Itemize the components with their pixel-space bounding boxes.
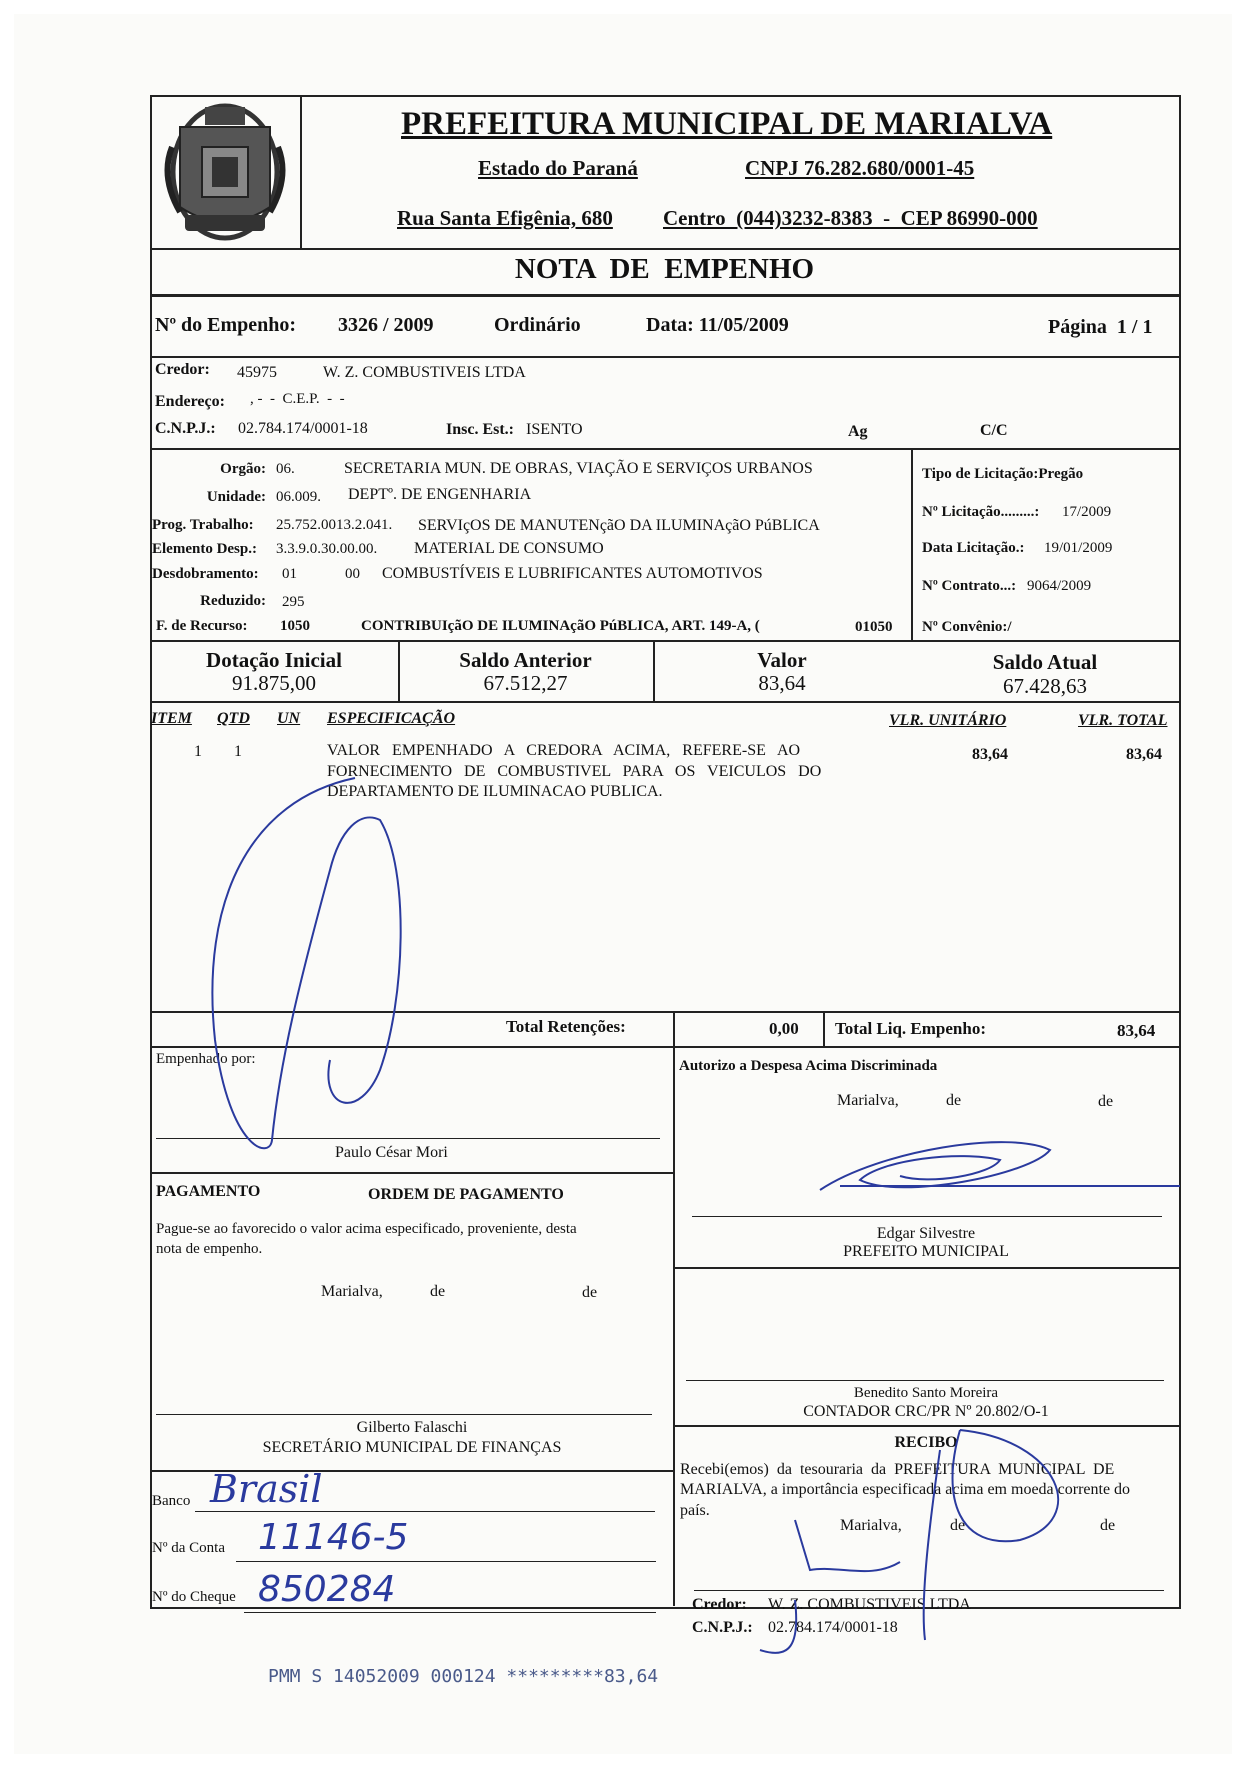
conta-corrente-label: C/C xyxy=(980,422,1008,439)
liq-label: Total Liq. Empenho: xyxy=(835,1019,986,1038)
payment-stamp: PMM S 14052009 000124 *********83,64 xyxy=(268,1666,659,1687)
elemento-code: 3.3.9.0.30.00.00. xyxy=(276,541,378,557)
licitacao-number-label: Nº Licitação.........: xyxy=(922,504,1040,520)
autorizo-label: Autorizo a Despesa Acima Discriminada xyxy=(679,1058,938,1074)
item-number: 1 xyxy=(194,743,202,760)
pagamento-text2: nota de empenho. xyxy=(156,1241,263,1257)
desdobramento-a: 01 xyxy=(282,566,297,582)
desdobramento-label: Desdobramento: xyxy=(152,566,259,582)
reduzido-value: 295 xyxy=(282,594,305,610)
pagamento-place: Marialva, xyxy=(321,1283,383,1300)
col-vlr-unitario: VLR. UNITÁRIO xyxy=(889,712,1007,729)
pagamento-text1: Pague-se ao favorecido o valor acima especificado, proveniente, desta xyxy=(156,1221,577,1237)
pagamento-de1: de xyxy=(430,1283,446,1300)
dotacao-label: Dotação Inicial xyxy=(206,648,342,672)
col-qtd: QTD xyxy=(217,710,250,727)
cnpj-label: C.N.P.J.: xyxy=(155,420,216,437)
recibo-de1: de xyxy=(950,1517,966,1534)
credor-code: 45975 xyxy=(237,364,277,381)
header-state: Estado do Paraná xyxy=(478,156,638,180)
dotacao-value: 91.875,00 xyxy=(232,671,316,695)
valor-label: Valor xyxy=(757,648,807,672)
recibo-text2: MARIALVA, a importância especificada acima em moeda corrente do xyxy=(680,1481,1131,1498)
contador-cargo: CONTADOR CRC/PR Nº 20.802/O-1 xyxy=(803,1403,1049,1420)
convenio: Nº Convênio:/ xyxy=(922,619,1012,635)
col-item: ITEM xyxy=(151,710,192,727)
col-un: UN xyxy=(277,710,301,727)
orgao-desc: SECRETARIA MUN. DE OBRAS, VIAÇÃO E SERVIÇOS URBANOS xyxy=(344,460,813,477)
conta-label: Nº da Conta xyxy=(152,1540,225,1556)
recibo-label: RECIBO xyxy=(894,1434,958,1451)
recurso-value: 1050 xyxy=(280,618,310,634)
contador-nome: Benedito Santo Moreira xyxy=(853,1385,999,1401)
autorizo-place: Marialva, xyxy=(837,1092,899,1109)
header-cnpj: CNPJ 76.282.680/0001-45 xyxy=(745,156,975,180)
col-vlr-total: VLR. TOTAL xyxy=(1078,712,1168,729)
secretario-nome: Gilberto Falaschi xyxy=(356,1419,468,1436)
recurso-label: F. de Recurso: xyxy=(156,618,248,634)
ordem-pagamento-label: ORDEM DE PAGAMENTO xyxy=(368,1186,564,1203)
desdobramento-b: 00 xyxy=(345,566,360,582)
cheque-label: Nº do Cheque xyxy=(152,1589,236,1605)
page-number: Página 1 / 1 xyxy=(1048,316,1153,338)
saldo-anterior-value: 67.512,27 xyxy=(483,671,568,695)
pagamento-label: PAGAMENTO xyxy=(156,1183,261,1200)
empenho-type: Ordinário xyxy=(494,314,581,336)
recibo-place: Marialva, xyxy=(840,1517,902,1534)
prog-trabalho-label: Prog. Trabalho: xyxy=(152,517,254,533)
unidade-code: 06.009. xyxy=(276,489,321,505)
licitacao-date-label: Data Licitação.: xyxy=(922,540,1025,556)
recurso-desc: CONTRIBUIçãO DE ILUMINAçãO PúBLICA, ART. 149-A, ( xyxy=(361,618,760,634)
credor-cnpj: 02.784.174/0001-18 xyxy=(238,420,368,437)
pagamento-de2: de xyxy=(582,1284,598,1301)
credor-name: W. Z. COMBUSTIVEIS LTDA xyxy=(323,364,526,381)
credor-label: Credor: xyxy=(155,361,210,378)
orgao-label: Orgão: xyxy=(220,461,266,477)
reduzido-label: Reduzido: xyxy=(200,593,266,609)
secretario-cargo: SECRETÁRIO MUNICIPAL DE FINANÇAS xyxy=(262,1439,562,1456)
recibo-de2: de xyxy=(1100,1517,1116,1534)
recibo-cnpj-label: C.N.P.J.: xyxy=(692,1619,753,1636)
valor-value: 83,64 xyxy=(758,671,806,695)
unidade-label: Unidade: xyxy=(206,489,266,505)
endereco-label: Endereço: xyxy=(155,393,225,410)
prefeito-cargo: PREFEITO MUNICIPAL xyxy=(843,1243,1009,1260)
desdobramento-desc: COMBUSTÍVEIS E LUBRIFICANTES AUTOMOTIVOS xyxy=(382,565,763,582)
item-desc-line2: FORNECIMENTO DE COMBUSTIVEL PARA OS VEICULOS DO xyxy=(327,763,822,780)
elemento-desc: MATERIAL DE CONSUMO xyxy=(414,540,604,557)
elemento-label: Elemento Desp.: xyxy=(152,541,257,557)
agencia-label: Ag xyxy=(848,423,868,440)
saldo-anterior-label: Saldo Anterior xyxy=(459,648,592,672)
endereco-value: , - - C.E.P. - - xyxy=(250,391,345,407)
document-title: NOTA DE EMPENHO xyxy=(514,253,815,285)
empenho-number: 3326 / 2009 xyxy=(338,314,434,336)
recibo-cnpj: 02.784.174/0001-18 xyxy=(768,1619,898,1636)
licitacao-number: 17/2009 xyxy=(1062,504,1112,520)
licitacao-date: 19/01/2009 xyxy=(1044,540,1113,556)
header-address: Rua Santa Efigênia, 680 xyxy=(397,206,613,230)
item-qtd: 1 xyxy=(234,743,242,760)
recibo-credor: W. Z. COMBUSTIVEIS LTDA xyxy=(768,1596,971,1613)
item-desc-line1: VALOR EMPENHADO A CREDORA ACIMA, REFERE-SE AO xyxy=(327,742,801,759)
prog-trabalho-desc: SERVIçOS DE MANUTENçãO DA ILUMINAçãO PúBLICA xyxy=(418,517,820,534)
conta-handwritten: 11146-5 xyxy=(258,1517,409,1558)
prog-trabalho-code: 25.752.0013.2.041. xyxy=(276,517,393,533)
empenho-date: Data: 11/05/2009 xyxy=(646,314,789,336)
empenho-number-label: Nº do Empenho: xyxy=(155,314,297,336)
insc-label: Insc. Est.: xyxy=(446,421,515,438)
prefeito-nome: Edgar Silvestre xyxy=(876,1225,976,1242)
autorizo-de2: de xyxy=(1098,1093,1114,1110)
liq-value: 83,64 xyxy=(1117,1021,1156,1040)
contrato-number: 9064/2009 xyxy=(1027,578,1092,594)
unidade-desc: DEPTº. DE ENGENHARIA xyxy=(348,486,532,503)
empenhado-label: Empenhado por: xyxy=(156,1051,256,1067)
item-desc-line3: DEPARTAMENTO DE ILUMINACAO PUBLICA. xyxy=(327,783,663,800)
saldo-atual-value: 67.428,63 xyxy=(1003,674,1087,698)
saldo-atual-label: Saldo Atual xyxy=(992,650,1098,674)
contrato-label: Nº Contrato...: xyxy=(922,578,1017,594)
tipo-licitacao: Tipo de Licitação:Pregão xyxy=(922,466,1084,482)
col-especificacao: ESPECIFICAÇÃO xyxy=(327,710,456,727)
item-total-value: 83,64 xyxy=(1126,746,1162,763)
banco-handwritten: Brasil xyxy=(210,1467,323,1511)
orgao-code: 06. xyxy=(276,461,295,477)
recibo-text3: país. xyxy=(680,1502,710,1519)
item-unit-value: 83,64 xyxy=(972,746,1008,763)
recibo-text1: Recebi(emos) da tesouraria da PREFEITURA MUNICIPAL DE xyxy=(680,1461,1115,1478)
header-title: PREFEITURA MUNICIPAL DE MARIALVA xyxy=(401,106,1053,142)
recibo-credor-label: Credor: xyxy=(692,1596,747,1613)
header-address-rest: Centro (044)3232-8383 - CEP 86990-000 xyxy=(663,206,1038,230)
banco-label: Banco xyxy=(152,1493,191,1509)
insc-value: ISENTO xyxy=(526,421,583,438)
retencoes-label: Total Retenções: xyxy=(506,1017,626,1036)
recurso-code: 01050 xyxy=(855,619,893,635)
cheque-handwritten: 850284 xyxy=(258,1569,396,1610)
empenhado-nome: Paulo César Mori xyxy=(335,1144,448,1161)
autorizo-de1: de xyxy=(946,1092,962,1109)
retencoes-value: 0,00 xyxy=(769,1019,799,1038)
